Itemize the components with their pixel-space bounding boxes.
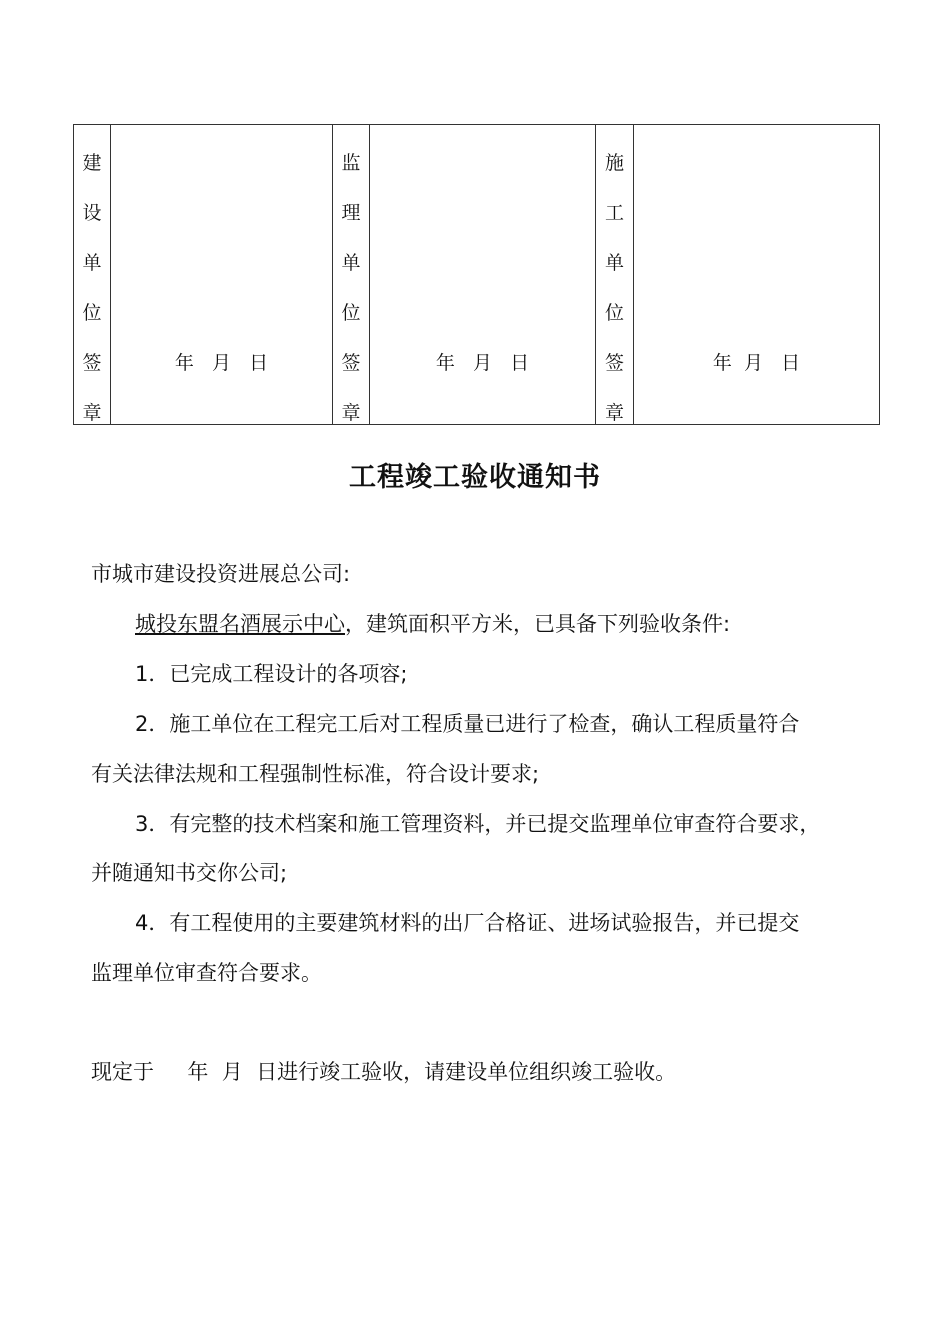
condition-item-3-line-1: 3．有完整的技术档案和施工管理资料，并已提交监理单位审查符合要求， xyxy=(135,812,821,836)
document-title: 工程竣工验收通知书 xyxy=(349,462,601,493)
label-char: 签 xyxy=(341,352,361,374)
intro-text: ，建筑面积平方米，已具备下列验收条件: xyxy=(345,612,731,636)
contractor-unit-signature-area xyxy=(634,125,880,425)
label-char: 位 xyxy=(341,302,361,324)
label-char: 监 xyxy=(341,152,361,174)
condition-item-4-line-1: 4．有工程使用的主要建筑材料的出厂合格证、进场试验报告，并已提交 xyxy=(135,911,800,935)
label-char: 签 xyxy=(82,352,102,374)
supervision-unit-signature-area xyxy=(370,125,596,425)
label-char: 工 xyxy=(604,202,624,224)
label-char: 单 xyxy=(82,252,102,274)
label-char: 章 xyxy=(341,402,361,424)
label-char: 单 xyxy=(604,252,624,274)
label-char: 签 xyxy=(604,352,624,374)
project-name: 城投东盟名酒展示中心 xyxy=(135,612,345,636)
supervision-unit-date: 年 月 日 xyxy=(435,352,530,374)
supervision-unit-label xyxy=(333,125,370,425)
label-char: 单 xyxy=(341,252,361,274)
contractor-unit-label xyxy=(596,125,634,425)
construction-unit-signature-area xyxy=(111,125,333,425)
addressee: 市城市建设投资进展总公司: xyxy=(91,562,351,586)
label-char: 理 xyxy=(341,202,361,224)
construction-unit-label xyxy=(74,125,111,425)
signature-table xyxy=(73,124,880,425)
contractor-unit-date: 年 月 日 xyxy=(712,352,801,374)
label-char: 设 xyxy=(82,202,102,224)
intro-paragraph xyxy=(135,609,730,639)
label-char: 位 xyxy=(604,302,624,324)
condition-item-2-line-1: 2．施工单位在工程完工后对工程质量已进行了检查，确认工程质量符合 xyxy=(135,712,800,736)
signature-row xyxy=(74,125,880,425)
construction-unit-date: 年 月 日 xyxy=(174,352,269,374)
label-char: 施 xyxy=(604,152,624,174)
condition-item-4-line-2: 监理单位审查符合要求。 xyxy=(91,961,322,985)
condition-item-1: 1．已完成工程设计的各项容; xyxy=(135,662,408,686)
label-char: 建 xyxy=(82,152,102,174)
closing-statement: 现定于 年 月 日进行竣工验收，请建设单位组织竣工验收。 xyxy=(91,1060,677,1084)
label-char: 章 xyxy=(82,402,102,424)
condition-item-2-line-2: 有关法律法规和工程强制性标准，符合设计要求; xyxy=(91,762,540,786)
label-char: 章 xyxy=(604,402,624,424)
label-char: 位 xyxy=(82,302,102,324)
condition-item-3-line-2: 并随通知书交你公司; xyxy=(91,861,288,885)
